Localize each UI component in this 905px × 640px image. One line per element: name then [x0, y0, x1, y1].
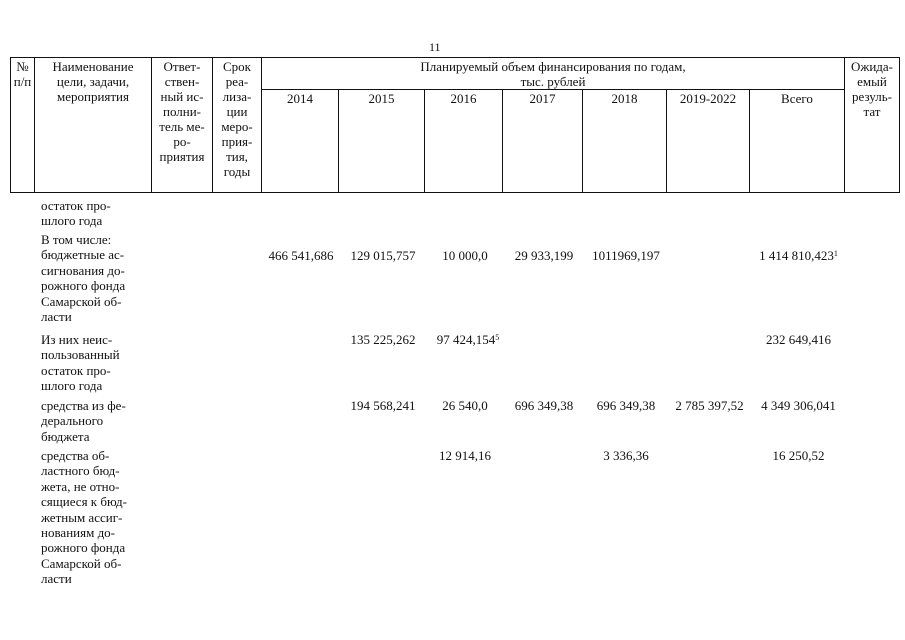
cell-value-2018: 1011969,197 [592, 248, 660, 263]
row-description: остаток про- шлого года [41, 198, 111, 229]
row-description: В том числе: бюджетные ас- сигнования до- рожного фонда Самарской об- ласти [41, 232, 126, 325]
footnote-mark: 5 [495, 333, 500, 342]
cell-value-2018: 3 336,36 [603, 448, 649, 463]
row-description: Из них неис- пользованный остаток про- шлого года [41, 332, 120, 394]
cell-value-total: 16 250,52 [772, 448, 825, 463]
year-header-2015: 2015 [339, 90, 425, 193]
cell-value-total: 232 649,416 [766, 332, 831, 347]
cell-value-total: 4 349 306,041 [761, 398, 836, 413]
col-name-header: Наименование цели, задачи, мероприятия [35, 58, 152, 193]
year-header-2018: 2018 [583, 90, 667, 193]
row-description: средства об- ластного бюд- жета, не отно- сящиеся к бюд- жетным ассиг- нованиям до- рожного фонда Самарской об- ласти [41, 448, 127, 587]
cell-value-total: 1 414 810,423$^1$ [759, 248, 838, 263]
cell-value-2015: 129 015,757 [350, 248, 416, 263]
col-plan-header: Планируемый объем финансирования по годам, тыс. рублей [262, 58, 845, 90]
col-responsible-header: Ответ- ствен- ный ис- полни- тель ме- ро- приятия [152, 58, 213, 193]
cell-value-2018: 696 349,38 [596, 398, 656, 413]
page-number: 11 [429, 40, 441, 54]
cell-value-2016: 10 000,0 [442, 248, 488, 263]
footnote-mark: 1 [833, 249, 838, 258]
cell-value-2016: 97 424,154$^5$ [436, 332, 500, 347]
year-header-2017: 2017 [503, 90, 583, 193]
year-header-2014: 2014 [262, 90, 339, 193]
row-description: средства из фе- дерального бюджета [41, 398, 126, 444]
cell-value-2016: 26 540,0 [442, 398, 488, 413]
col-result-header: Ожида- емый резуль- тат [845, 58, 900, 193]
col-number-header: № п/п [11, 58, 35, 193]
cell-value-2014: 466 541,686 [268, 248, 334, 263]
year-header-2019-2022: 2019-2022 [667, 90, 750, 193]
cell-value-2017: 29 933,199 [514, 248, 574, 263]
year-header-2016: 2016 [425, 90, 503, 193]
cell-value-2016: 12 914,16 [439, 448, 491, 463]
cell-value-2019-2022: 2 785 397,52 [675, 398, 744, 413]
year-header-total: Всего [750, 90, 845, 193]
cell-value-2017: 696 349,38 [514, 398, 574, 413]
cell-value-2015: 194 568,241 [350, 398, 416, 413]
col-term-header: Срок реа- лиза- ции меро- прия- тия, годы [213, 58, 262, 193]
cell-value-2015: 135 225,262 [350, 332, 416, 347]
